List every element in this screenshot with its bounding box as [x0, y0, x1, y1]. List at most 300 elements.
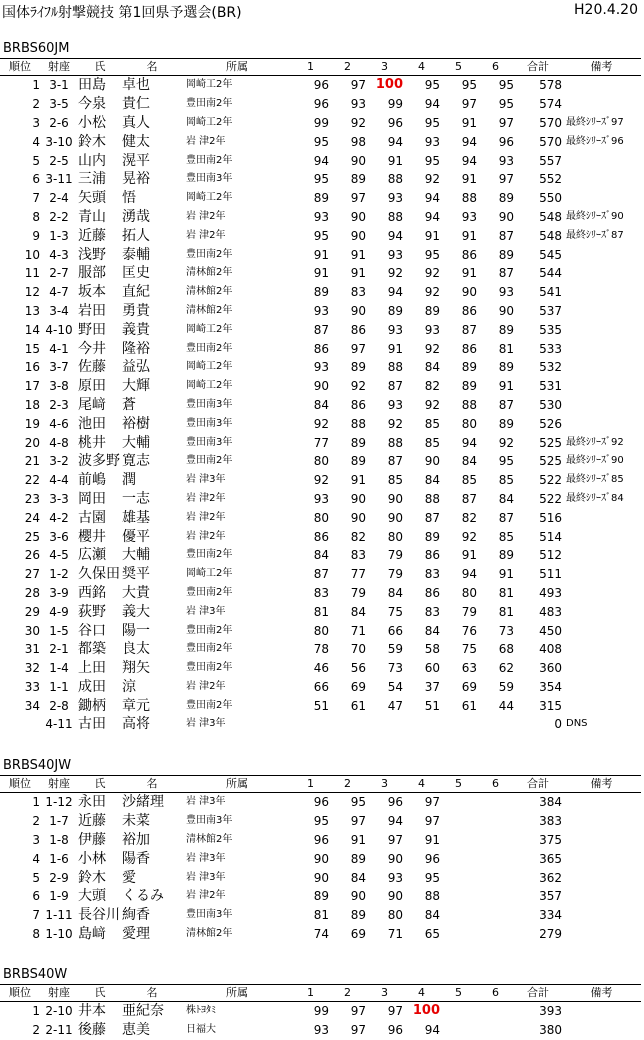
series-4-score-cell: 93	[424, 322, 440, 337]
surname-cell: 坂本	[78, 284, 106, 301]
surname-cell: 鈴木	[78, 133, 106, 150]
series-3-score-cell: 89	[387, 303, 403, 318]
given-name-cell: 愛	[122, 869, 136, 886]
given-name-cell: くるみ	[122, 888, 164, 905]
series-6-score-cell: 96	[498, 134, 514, 149]
seat-cell: 3-3	[49, 491, 69, 506]
affiliation-cell: 岩 津2年	[186, 492, 226, 504]
table-row	[0, 264, 641, 283]
series-5-score-cell	[440, 868, 477, 887]
surname-cell: 鋤柄	[78, 697, 106, 714]
rank-cell: 9	[32, 228, 40, 243]
series-6-score-cell: 95	[498, 97, 514, 112]
affiliation-cell: 岡崎工2年	[186, 361, 233, 373]
rank-cell: 30	[24, 623, 40, 638]
series-4-score-cell: 86	[424, 548, 440, 563]
note-cell	[562, 95, 641, 114]
series-1-score-cell: 81	[313, 908, 329, 923]
surname-cell: 古園	[78, 509, 106, 526]
table-row	[0, 189, 641, 208]
seat-cell: 2-11	[45, 1023, 73, 1038]
affiliation-cell: 岡崎工2年	[186, 323, 233, 335]
given-name-cell: 亜紀奈	[122, 1003, 164, 1020]
series-5-score-cell: 90	[461, 285, 477, 300]
column-header-given: 名	[146, 777, 158, 790]
series-2-score-cell: 89	[350, 454, 366, 469]
surname-cell: 今井	[78, 340, 106, 357]
series-4-score-cell: 94	[424, 209, 440, 224]
series-1-score-cell: 99	[313, 115, 329, 130]
series-4-score-cell: 92	[424, 285, 440, 300]
seat-cell: 3-7	[49, 360, 69, 375]
series-6-score-cell: 89	[498, 416, 514, 431]
series-6-score-cell: 87	[498, 397, 514, 412]
series-5-score-cell	[440, 925, 477, 944]
series-5-score-cell: 89	[461, 360, 477, 375]
series-3-score-cell: 94	[387, 134, 403, 149]
series-5-score-cell: 91	[461, 115, 477, 130]
series-5-score-cell: 79	[461, 604, 477, 619]
series-2-score-cell: 56	[350, 661, 366, 676]
total-cell: 362	[539, 870, 562, 885]
series-1-score-cell: 93	[313, 491, 329, 506]
series-3-score-cell: 88	[387, 435, 403, 450]
series-4-score-cell: 85	[424, 435, 440, 450]
series-6-score-cell: 93	[498, 285, 514, 300]
column-header-s4: 4	[418, 986, 425, 999]
affiliation-cell: 豊田南3年	[186, 815, 233, 827]
seat-cell: 1-1	[49, 679, 69, 694]
note-cell	[562, 245, 641, 264]
note-cell: 最終ｼﾘｰｽﾞ92	[566, 436, 624, 448]
table-row	[0, 151, 641, 170]
series-1-score-cell: 86	[313, 529, 329, 544]
results-section	[0, 757, 644, 943]
series-3-score-cell: 91	[387, 153, 403, 168]
series-5-score-cell: 94	[461, 435, 477, 450]
series-3-score-cell: 93	[387, 870, 403, 885]
column-header-total: 合計	[527, 986, 549, 999]
note-cell: 最終ｼﾘｰｽﾞ96	[566, 135, 624, 147]
rank-cell: 3	[32, 115, 40, 130]
given-name-cell: 翔矢	[122, 660, 150, 677]
given-name-cell: 真人	[122, 114, 150, 131]
total-cell: 548	[539, 228, 562, 243]
series-4-score-cell: 88	[424, 889, 440, 904]
surname-cell: 原田	[78, 378, 106, 395]
seat-cell: 3-5	[49, 97, 69, 112]
seat-cell: 2-3	[49, 397, 69, 412]
column-header-rank: 順位	[9, 777, 31, 790]
seat-cell: 3-9	[49, 585, 69, 600]
series-1-score-cell: 74	[313, 926, 329, 941]
affiliation-cell: 豊田南3年	[186, 173, 233, 185]
surname-cell: 古田	[78, 716, 106, 733]
table-row	[0, 245, 641, 264]
series-4-score-cell: 84	[424, 473, 440, 488]
series-1-score-cell: 84	[313, 548, 329, 563]
total-cell: 384	[539, 795, 562, 810]
series-6-score-cell: 81	[498, 604, 514, 619]
series-2-score-cell: 97	[350, 78, 366, 93]
series-4-score-cell: 83	[424, 567, 440, 582]
series-3-score-cell: 85	[387, 473, 403, 488]
total-cell: 531	[539, 379, 562, 394]
note-cell	[562, 696, 641, 715]
table-row	[0, 471, 641, 490]
note-cell	[562, 602, 641, 621]
results-section	[0, 40, 644, 734]
series-5-score-cell: 86	[461, 341, 477, 356]
affiliation-cell: 清林館2年	[186, 304, 233, 316]
table-row	[0, 849, 641, 868]
given-name-cell: 章元	[122, 697, 150, 714]
series-5-score-cell: 85	[461, 473, 477, 488]
given-name-cell: 大輔	[122, 547, 150, 564]
seat-cell: 3-1	[49, 78, 69, 93]
seat-cell: 3-10	[45, 134, 73, 149]
series-1-score-cell: 78	[313, 642, 329, 657]
note-cell	[562, 868, 641, 887]
surname-cell: 後藤	[78, 1022, 106, 1039]
rank-cell: 18	[24, 397, 40, 412]
series-2-score-cell: 69	[350, 926, 366, 941]
total-cell: 544	[539, 266, 562, 281]
series-3-score-cell: 87	[387, 379, 403, 394]
column-header-s3: 3	[381, 986, 388, 999]
series-2-score-cell: 91	[350, 473, 366, 488]
table-row	[0, 584, 641, 603]
series-5-score-cell: 94	[461, 153, 477, 168]
series-1-score-cell: 51	[313, 698, 329, 713]
table-row	[0, 1002, 641, 1021]
series-6-score-cell: 95	[498, 454, 514, 469]
table-row	[0, 490, 641, 509]
rank-cell: 32	[24, 661, 40, 676]
total-cell: 334	[539, 908, 562, 923]
column-header-surname: 氏	[94, 777, 106, 790]
total-cell: 574	[539, 97, 562, 112]
rank-cell: 31	[24, 642, 40, 657]
series-3-score-cell: 88	[387, 360, 403, 375]
surname-cell: 岩田	[78, 302, 106, 319]
affiliation-cell: 岡崎工2年	[186, 79, 233, 91]
surname-cell: 浅野	[78, 246, 106, 263]
note-cell: 最終ｼﾘｰｽﾞ90	[566, 455, 624, 467]
surname-cell: 久保田	[78, 566, 120, 583]
total-cell: 0	[554, 717, 562, 732]
seat-cell: 3-11	[45, 172, 73, 187]
rank-cell: 6	[32, 172, 40, 187]
column-header-s5: 5	[455, 777, 462, 790]
series-2-score-cell: 90	[350, 491, 366, 506]
series-1-score-cell: 95	[313, 134, 329, 149]
total-cell: 383	[539, 814, 562, 829]
series-3-score-cell: 93	[387, 397, 403, 412]
affiliation-cell: 岩 津2年	[186, 511, 226, 523]
series-4-score-cell: 88	[424, 491, 440, 506]
rank-cell: 10	[24, 247, 40, 262]
affiliation-cell: 豊田南2年	[186, 586, 233, 598]
series-1-score-cell: 93	[313, 303, 329, 318]
affiliation-cell: 豊田南3年	[186, 398, 233, 410]
results-section	[0, 966, 644, 1040]
seat-cell: 1-11	[45, 908, 73, 923]
seat-cell: 1-10	[45, 926, 73, 941]
series-6-score-cell	[477, 812, 514, 831]
given-name-cell: 寛志	[122, 453, 150, 470]
note-cell	[562, 812, 641, 831]
seat-cell: 2-5	[49, 153, 69, 168]
series-6-score-cell: 91	[498, 379, 514, 394]
series-5-score-cell: 94	[461, 567, 477, 582]
seat-cell: 4-1	[49, 341, 69, 356]
column-header-s5: 5	[455, 60, 462, 73]
series-4-score-cell: 90	[424, 454, 440, 469]
total-cell: 315	[539, 698, 562, 713]
series-4-score-cell: 85	[424, 416, 440, 431]
total-cell: 357	[539, 889, 562, 904]
series-2-score-cell: 93	[350, 97, 366, 112]
surname-cell: 前嶋	[78, 472, 106, 489]
series-5-score-cell: 94	[461, 134, 477, 149]
series-4-score-cell: 83	[424, 604, 440, 619]
table-row	[0, 546, 641, 565]
affiliation-cell: 岡崎工2年	[186, 116, 233, 128]
rank-cell: 4	[32, 851, 40, 866]
rank-cell: 1	[32, 78, 40, 93]
given-name-cell: 晃裕	[122, 171, 150, 188]
column-header-s2: 2	[344, 986, 351, 999]
note-cell: 最終ｼﾘｰｽﾞ84	[566, 492, 624, 504]
series-1-score-cell: 95	[313, 814, 329, 829]
series-6-score-cell: 90	[498, 209, 514, 224]
given-name-cell: 裕加	[122, 831, 150, 848]
series-2-score-cell: 83	[350, 548, 366, 563]
series-2-score-cell: 90	[350, 303, 366, 318]
series-3-score-cell: 87	[387, 454, 403, 469]
series-5-score-cell: 80	[461, 416, 477, 431]
series-5-score-cell: 88	[461, 191, 477, 206]
surname-cell: 小林	[78, 850, 106, 867]
affiliation-cell: 岡崎工2年	[186, 380, 233, 392]
series-3-score-cell: 93	[387, 191, 403, 206]
rank-cell: 27	[24, 567, 40, 582]
seat-cell: 3-8	[49, 379, 69, 394]
series-4-score-cell: 58	[424, 642, 440, 657]
table-row	[0, 659, 641, 678]
rank-cell: 3	[32, 832, 40, 847]
series-5-score-cell: 87	[461, 322, 477, 337]
rank-cell: 33	[24, 679, 40, 694]
series-3-score-cell: 99	[387, 97, 403, 112]
series-3-score-cell: 94	[387, 814, 403, 829]
seat-cell: 3-4	[49, 303, 69, 318]
table-row	[0, 132, 641, 151]
note-cell	[562, 640, 641, 659]
series-6-score-cell	[477, 1002, 514, 1021]
page-date: H20.4.20	[574, 2, 638, 18]
series-4-score-cell: 92	[424, 397, 440, 412]
series-5-score-cell: 91	[461, 172, 477, 187]
table-row	[0, 95, 641, 114]
series-4-score-cell	[403, 715, 440, 734]
rank-cell: 13	[24, 303, 40, 318]
note-cell	[562, 565, 641, 584]
seat-cell: 2-2	[49, 209, 69, 224]
total-cell: 393	[539, 1004, 562, 1019]
results-table	[0, 984, 641, 1040]
series-4-score-cell: 87	[424, 510, 440, 525]
affiliation-cell: 清林館2年	[186, 833, 233, 845]
affiliation-cell: 岩 津3年	[186, 796, 226, 808]
series-3-score-cell: 59	[387, 642, 403, 657]
series-6-score-cell: 93	[498, 153, 514, 168]
total-cell: 279	[539, 926, 562, 941]
series-2-score-cell: 79	[350, 585, 366, 600]
rank-cell: 5	[32, 153, 40, 168]
series-5-score-cell: 76	[461, 623, 477, 638]
rank-cell: 7	[32, 908, 40, 923]
series-6-score-cell: 59	[498, 679, 514, 694]
rank-cell: 16	[24, 360, 40, 375]
series-4-score-cell: 89	[424, 529, 440, 544]
series-5-score-cell: 63	[461, 661, 477, 676]
seat-cell: 2-10	[45, 1004, 73, 1019]
note-cell	[562, 831, 641, 850]
rank-cell: 25	[24, 529, 40, 544]
series-4-score-cell: 94	[424, 191, 440, 206]
table-row	[0, 302, 641, 321]
given-name-cell: 大貴	[122, 584, 150, 601]
affiliation-cell: 岩 津3年	[186, 474, 226, 486]
given-name-cell: 義貴	[122, 321, 150, 338]
table-row	[0, 226, 641, 245]
table-row	[0, 208, 641, 227]
surname-cell: 服部	[78, 265, 106, 282]
table-row	[0, 527, 641, 546]
series-2-score-cell: 91	[350, 247, 366, 262]
table-row	[0, 114, 641, 133]
series-6-score-cell: 85	[498, 473, 514, 488]
series-3-score-cell: 93	[387, 322, 403, 337]
column-header-aff: 所属	[226, 986, 248, 999]
series-4-score-cell: 95	[424, 78, 440, 93]
column-header-s6: 6	[492, 777, 499, 790]
given-name-cell: 匡史	[122, 265, 150, 282]
note-cell	[562, 849, 641, 868]
affiliation-cell: 豊田南2年	[186, 455, 233, 467]
series-3-score-cell: 92	[387, 416, 403, 431]
series-4-score-cell: 60	[424, 661, 440, 676]
affiliation-cell: 豊田南2年	[186, 699, 233, 711]
series-5-score-cell: 91	[461, 266, 477, 281]
table-row	[0, 602, 641, 621]
series-4-score-cell: 96	[424, 851, 440, 866]
seat-cell: 4-7	[49, 285, 69, 300]
series-5-score-cell: 95	[461, 78, 477, 93]
rank-cell: 19	[24, 416, 40, 431]
given-name-cell: 涼	[122, 678, 136, 695]
seat-cell: 4-3	[49, 247, 69, 262]
series-1-score-cell: 90	[313, 379, 329, 394]
total-cell: 533	[539, 341, 562, 356]
note-cell	[562, 414, 641, 433]
column-header-s2: 2	[344, 60, 351, 73]
series-3-score-cell: 47	[387, 698, 403, 713]
series-3-score-cell: 88	[387, 172, 403, 187]
seat-cell: 2-9	[49, 870, 69, 885]
series-1-score-cell: 92	[313, 473, 329, 488]
series-1-score-cell: 80	[313, 623, 329, 638]
table-header-row	[0, 776, 641, 793]
column-header-aff: 所属	[226, 777, 248, 790]
seat-cell: 1-4	[49, 661, 69, 676]
page-header	[2, 2, 640, 22]
surname-cell: 櫻井	[78, 528, 106, 545]
rank-cell: 12	[24, 285, 40, 300]
series-2-score-cell: 89	[350, 172, 366, 187]
column-header-total: 合計	[527, 60, 549, 73]
given-name-cell: 陽一	[122, 622, 150, 639]
series-2-score-cell: 90	[350, 209, 366, 224]
given-name-cell: 一志	[122, 490, 150, 507]
rank-cell: 26	[24, 548, 40, 563]
series-3-score-cell: 71	[387, 926, 403, 941]
note-cell	[562, 621, 641, 640]
note-cell	[562, 793, 641, 812]
surname-cell: 井本	[78, 1003, 106, 1020]
series-4-score-cell: 65	[424, 926, 440, 941]
affiliation-cell: 豊田南2年	[186, 662, 233, 674]
given-name-cell: 未菜	[122, 813, 150, 830]
rank-cell: 2	[32, 1023, 40, 1038]
affiliation-cell: 豊田南2年	[186, 342, 233, 354]
series-6-score-cell: 90	[498, 303, 514, 318]
seat-cell: 4-6	[49, 416, 69, 431]
surname-cell: 都築	[78, 641, 106, 658]
affiliation-cell: 岩 津2年	[186, 210, 226, 222]
series-2-score-cell: 69	[350, 679, 366, 694]
series-3-score-cell: 66	[387, 623, 403, 638]
series-1-score-cell: 93	[313, 1023, 329, 1038]
table-row	[0, 887, 641, 906]
given-name-cell: 蒼	[122, 396, 136, 413]
series-2-score-cell: 71	[350, 623, 366, 638]
series-3-score-cell: 97	[387, 1004, 403, 1019]
table-row	[0, 508, 641, 527]
affiliation-cell: 岩 津3年	[186, 852, 226, 864]
given-name-cell: 益弘	[122, 359, 150, 376]
series-4-score-cell: 95	[424, 153, 440, 168]
seat-cell: 2-7	[49, 266, 69, 281]
note-cell: 最終ｼﾘｰｽﾞ90	[566, 210, 624, 222]
series-5-score-cell: 84	[461, 454, 477, 469]
series-1-score-cell: 83	[313, 585, 329, 600]
table-row	[0, 565, 641, 584]
note-cell	[562, 264, 641, 283]
given-name-cell: 滉平	[122, 152, 150, 169]
rank-cell: 15	[24, 341, 40, 356]
column-header-total: 合計	[527, 777, 549, 790]
series-6-score-cell: 81	[498, 341, 514, 356]
note-cell	[562, 377, 641, 396]
series-3-score-cell: 75	[387, 604, 403, 619]
column-header-s1: 1	[307, 60, 314, 73]
series-2-score-cell: 77	[350, 567, 366, 582]
affiliation-cell: 豊田南3年	[186, 417, 233, 429]
surname-cell: 広瀬	[78, 547, 106, 564]
